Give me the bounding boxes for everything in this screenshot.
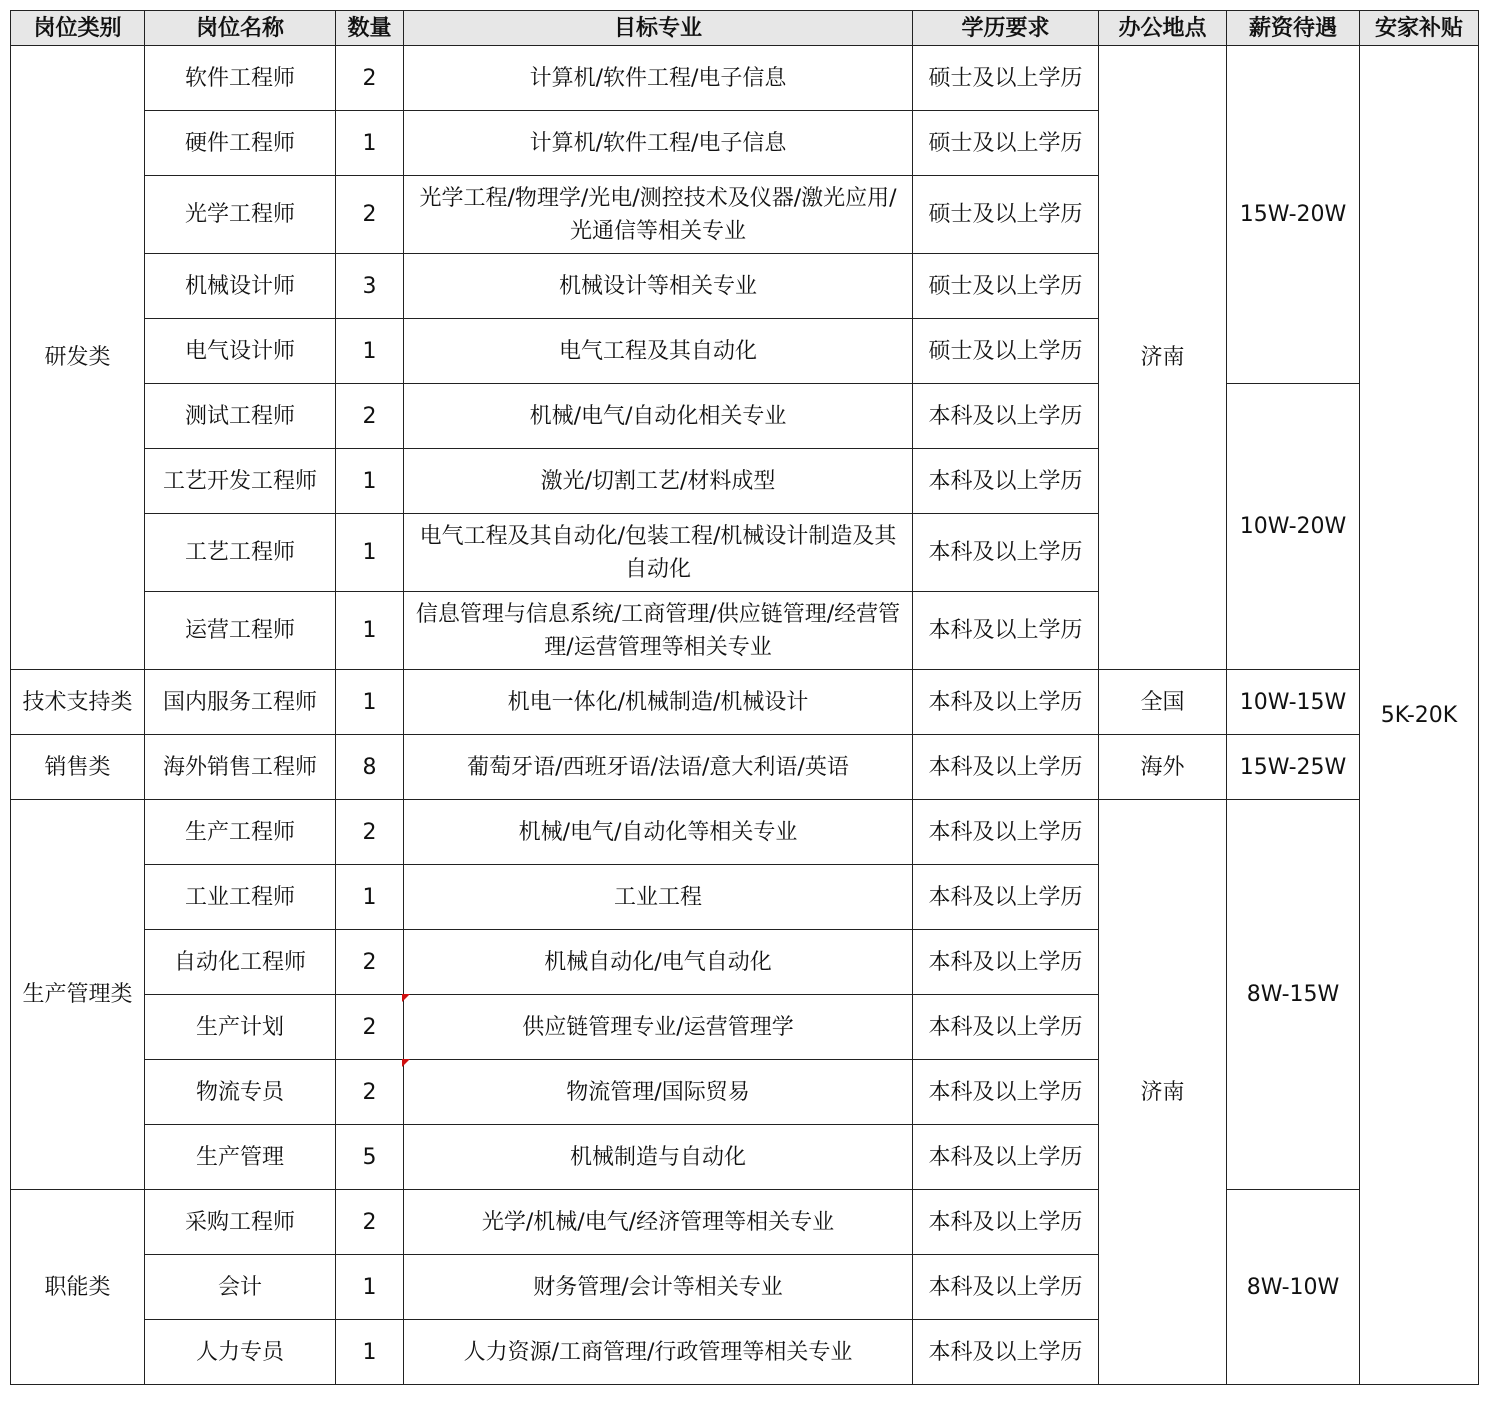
count-cell: 1 bbox=[336, 514, 404, 592]
education-cell: 本科及以上学历 bbox=[913, 1255, 1099, 1320]
position-cell: 机械设计师 bbox=[145, 254, 336, 319]
major-cell: 电气工程及其自动化/包装工程/机械设计制造及其自动化 bbox=[404, 514, 913, 592]
table-row bbox=[11, 735, 1479, 800]
count-cell: 1 bbox=[336, 865, 404, 930]
position-cell: 测试工程师 bbox=[145, 384, 336, 449]
table-row bbox=[11, 1190, 1479, 1255]
position-cell: 海外销售工程师 bbox=[145, 735, 336, 800]
count-cell: 2 bbox=[336, 800, 404, 865]
location-cell: 济南 bbox=[1099, 46, 1227, 670]
table-row bbox=[11, 384, 1479, 449]
major-cell: 葡萄牙语/西班牙语/法语/意大利语/英语 bbox=[404, 735, 913, 800]
location-cell: 济南 bbox=[1099, 800, 1227, 1385]
count-cell: 2 bbox=[336, 176, 404, 254]
position-cell: 光学工程师 bbox=[145, 176, 336, 254]
count-cell: 1 bbox=[336, 1320, 404, 1385]
education-cell: 本科及以上学历 bbox=[913, 1125, 1099, 1190]
position-cell: 工艺工程师 bbox=[145, 514, 336, 592]
position-cell: 物流专员 bbox=[145, 1060, 336, 1125]
header-education: 学历要求 bbox=[913, 11, 1099, 46]
education-cell: 本科及以上学历 bbox=[913, 670, 1099, 735]
position-cell: 会计 bbox=[145, 1255, 336, 1320]
major-cell: 工业工程 bbox=[404, 865, 913, 930]
education-cell: 本科及以上学历 bbox=[913, 995, 1099, 1060]
major-cell: 光学/机械/电气/经济管理等相关专业 bbox=[404, 1190, 913, 1255]
major-cell: 机电一体化/机械制造/机械设计 bbox=[404, 670, 913, 735]
count-cell: 1 bbox=[336, 670, 404, 735]
position-cell: 运营工程师 bbox=[145, 592, 336, 670]
position-cell: 生产工程师 bbox=[145, 800, 336, 865]
education-cell: 硕士及以上学历 bbox=[913, 46, 1099, 111]
header-location: 办公地点 bbox=[1099, 11, 1227, 46]
header-position: 岗位名称 bbox=[145, 11, 336, 46]
location-cell: 海外 bbox=[1099, 735, 1227, 800]
education-cell: 本科及以上学历 bbox=[913, 592, 1099, 670]
major-cell: 机械/电气/自动化等相关专业 bbox=[404, 800, 913, 865]
major-cell: 供应链管理专业/运营管理学 bbox=[404, 995, 913, 1060]
header-subsidy: 安家补贴 bbox=[1360, 11, 1479, 46]
education-cell: 本科及以上学历 bbox=[913, 930, 1099, 995]
header-category: 岗位类别 bbox=[11, 11, 145, 46]
position-cell: 生产计划 bbox=[145, 995, 336, 1060]
education-cell: 硕士及以上学历 bbox=[913, 176, 1099, 254]
count-cell: 2 bbox=[336, 995, 404, 1060]
table-row bbox=[11, 46, 1479, 111]
education-cell: 本科及以上学历 bbox=[913, 735, 1099, 800]
count-cell: 5 bbox=[336, 1125, 404, 1190]
count-cell: 1 bbox=[336, 592, 404, 670]
position-cell: 软件工程师 bbox=[145, 46, 336, 111]
count-cell: 1 bbox=[336, 319, 404, 384]
category-cell: 销售类 bbox=[11, 735, 145, 800]
major-cell: 财务管理/会计等相关专业 bbox=[404, 1255, 913, 1320]
major-cell: 计算机/软件工程/电子信息 bbox=[404, 111, 913, 176]
position-cell: 硬件工程师 bbox=[145, 111, 336, 176]
major-cell: 机械/电气/自动化相关专业 bbox=[404, 384, 913, 449]
count-cell: 2 bbox=[336, 1060, 404, 1125]
category-cell: 生产管理类 bbox=[11, 800, 145, 1190]
count-cell: 2 bbox=[336, 930, 404, 995]
position-cell: 采购工程师 bbox=[145, 1190, 336, 1255]
count-cell: 1 bbox=[336, 449, 404, 514]
count-cell: 2 bbox=[336, 46, 404, 111]
position-cell: 电气设计师 bbox=[145, 319, 336, 384]
header-major: 目标专业 bbox=[404, 11, 913, 46]
education-cell: 本科及以上学历 bbox=[913, 1060, 1099, 1125]
education-cell: 本科及以上学历 bbox=[913, 514, 1099, 592]
position-cell: 生产管理 bbox=[145, 1125, 336, 1190]
count-cell: 2 bbox=[336, 1190, 404, 1255]
education-cell: 硕士及以上学历 bbox=[913, 254, 1099, 319]
education-cell: 本科及以上学历 bbox=[913, 800, 1099, 865]
position-cell: 工业工程师 bbox=[145, 865, 336, 930]
job-table bbox=[10, 10, 1479, 1385]
header-salary: 薪资待遇 bbox=[1227, 11, 1360, 46]
header-row bbox=[11, 11, 1479, 46]
salary-cell: 15W-25W bbox=[1227, 735, 1360, 800]
education-cell: 本科及以上学历 bbox=[913, 449, 1099, 514]
position-cell: 自动化工程师 bbox=[145, 930, 336, 995]
salary-cell: 15W-20W bbox=[1227, 46, 1360, 384]
category-cell: 职能类 bbox=[11, 1190, 145, 1385]
position-cell: 工艺开发工程师 bbox=[145, 449, 336, 514]
salary-cell: 8W-10W bbox=[1227, 1190, 1360, 1385]
table-row bbox=[11, 670, 1479, 735]
education-cell: 硕士及以上学历 bbox=[913, 319, 1099, 384]
education-cell: 本科及以上学历 bbox=[913, 1190, 1099, 1255]
category-cell: 技术支持类 bbox=[11, 670, 145, 735]
education-cell: 硕士及以上学历 bbox=[913, 111, 1099, 176]
major-cell: 电气工程及其自动化 bbox=[404, 319, 913, 384]
table-row bbox=[11, 800, 1479, 865]
salary-cell: 10W-20W bbox=[1227, 384, 1360, 670]
count-cell: 1 bbox=[336, 1255, 404, 1320]
major-cell: 光学工程/物理学/光电/测控技术及仪器/激光应用/光通信等相关专业 bbox=[404, 176, 913, 254]
salary-cell: 8W-15W bbox=[1227, 800, 1360, 1190]
header-count: 数量 bbox=[336, 11, 404, 46]
location-cell: 全国 bbox=[1099, 670, 1227, 735]
education-cell: 本科及以上学历 bbox=[913, 1320, 1099, 1385]
education-cell: 本科及以上学历 bbox=[913, 865, 1099, 930]
major-cell: 激光/切割工艺/材料成型 bbox=[404, 449, 913, 514]
major-cell: 计算机/软件工程/电子信息 bbox=[404, 46, 913, 111]
major-cell: 机械自动化/电气自动化 bbox=[404, 930, 913, 995]
count-cell: 3 bbox=[336, 254, 404, 319]
major-cell: 机械设计等相关专业 bbox=[404, 254, 913, 319]
education-cell: 本科及以上学历 bbox=[913, 384, 1099, 449]
count-cell: 8 bbox=[336, 735, 404, 800]
category-cell: 研发类 bbox=[11, 46, 145, 670]
major-cell: 人力资源/工商管理/行政管理等相关专业 bbox=[404, 1320, 913, 1385]
major-cell: 机械制造与自动化 bbox=[404, 1125, 913, 1190]
salary-cell: 10W-15W bbox=[1227, 670, 1360, 735]
count-cell: 2 bbox=[336, 384, 404, 449]
subsidy-cell: 5K-20K bbox=[1360, 46, 1479, 1385]
position-cell: 国内服务工程师 bbox=[145, 670, 336, 735]
count-cell: 1 bbox=[336, 111, 404, 176]
major-cell: 物流管理/国际贸易 bbox=[404, 1060, 913, 1125]
major-cell: 信息管理与信息系统/工商管理/供应链管理/经营管理/运营管理等相关专业 bbox=[404, 592, 913, 670]
position-cell: 人力专员 bbox=[145, 1320, 336, 1385]
